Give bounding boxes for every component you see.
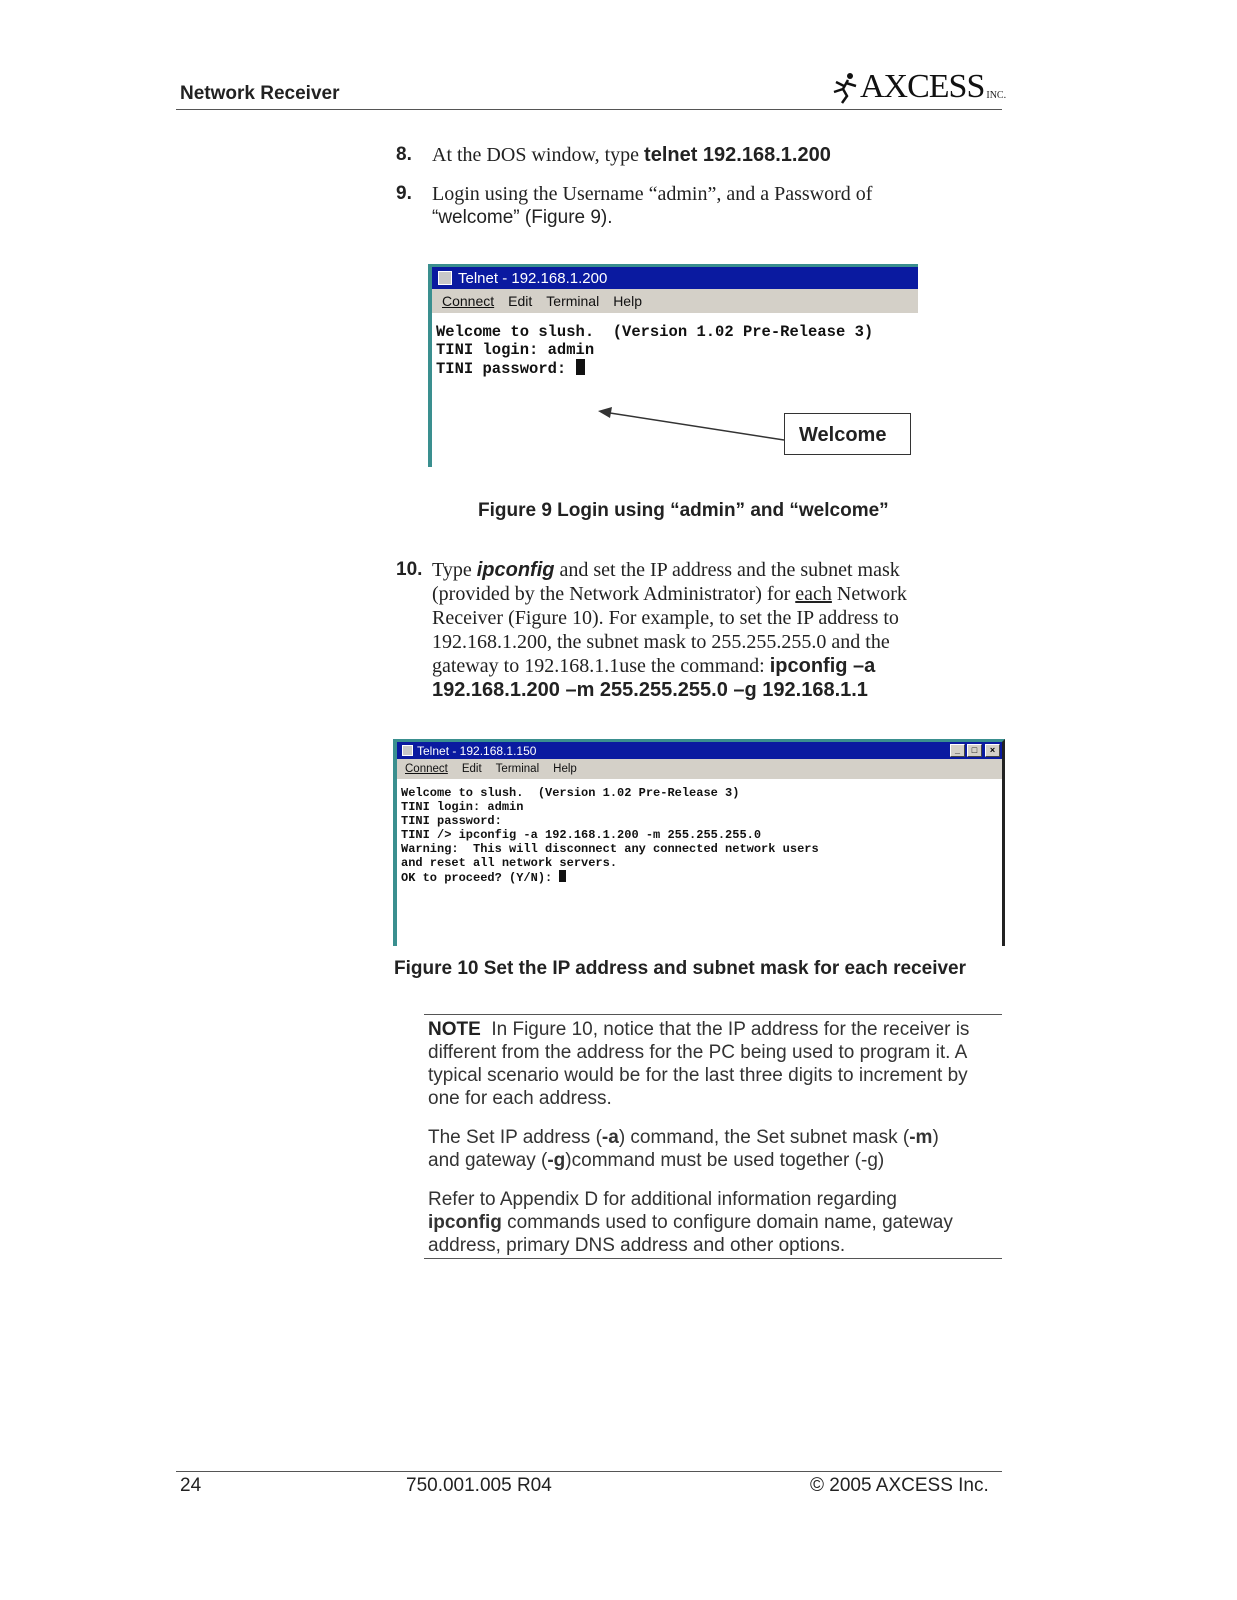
- step-9: [396, 182, 1006, 230]
- text-cursor: [559, 870, 566, 882]
- terminal-line: and reset all network servers.: [401, 856, 618, 870]
- note-paragraph-1: [428, 1018, 1000, 1110]
- note-paragraph-2: [428, 1126, 1000, 1172]
- step-8: [396, 143, 1006, 167]
- telnet-app-icon: [402, 745, 413, 756]
- logo-wordmark: AXCESS: [860, 68, 985, 105]
- window-title: Telnet - 192.168.1.150: [417, 743, 537, 758]
- note-flag: -g: [547, 1150, 566, 1171]
- page-number: 24: [180, 1475, 202, 1496]
- window-menubar: [397, 759, 1002, 779]
- telnet-app-icon: [438, 271, 452, 285]
- figure-10-caption: Figure 10 Set the IP address and subnet mask for each receiver: [394, 958, 966, 979]
- note-label: NOTE: [428, 1019, 481, 1040]
- terminal-line: OK to proceed? (Y/N):: [401, 871, 560, 885]
- step-number: 10.: [396, 559, 423, 580]
- step-command-line: 192.168.1.200 –m 255.255.255.0 –g 192.168.1.1: [432, 679, 868, 701]
- note-text: )command must be used together (-g): [565, 1150, 885, 1171]
- note-command: ipconfig: [428, 1212, 502, 1233]
- menu-connect[interactable]: Connect: [442, 293, 495, 309]
- terminal-line: Welcome to slush. (Version 1.02 Pre-Release 3): [401, 786, 740, 800]
- step-emphasis: each: [795, 583, 832, 605]
- terminal-line: TINI /> ipconfig -a 192.168.1.200 -m 255.255.255.0: [401, 828, 762, 842]
- step-command: telnet 192.168.1.200: [644, 144, 831, 166]
- callout-arrow: [590, 400, 790, 445]
- menu-terminal[interactable]: Terminal: [546, 293, 600, 309]
- window-titlebar: [432, 267, 918, 289]
- note-text: Refer to Appendix D for additional information regarding: [428, 1189, 897, 1210]
- window-menubar: [432, 289, 918, 313]
- menu-connect[interactable]: Connect: [405, 763, 448, 775]
- step-command: ipconfig: [476, 559, 555, 581]
- runner-logo-icon: [830, 72, 860, 104]
- menu-edit[interactable]: Edit: [508, 293, 533, 309]
- step-number: 9.: [396, 183, 412, 204]
- footer-rule: [176, 1471, 1002, 1472]
- step-text: At the DOS window, type: [432, 144, 645, 166]
- text-cursor: [576, 359, 585, 375]
- note-flag: -m: [909, 1127, 933, 1148]
- note-flag: -a: [601, 1127, 619, 1148]
- close-icon[interactable]: ×: [985, 744, 1000, 757]
- menu-edit[interactable]: Edit: [461, 763, 482, 775]
- terminal-output: [432, 313, 918, 378]
- note-text: ) command, the Set subnet mask (: [618, 1127, 910, 1148]
- step-text: and set the IP address and the subnet mask: [554, 559, 900, 581]
- minimize-icon[interactable]: _: [950, 744, 965, 757]
- note-paragraph-3: [428, 1188, 1000, 1257]
- step-text: Type: [432, 559, 477, 581]
- step-number: 8.: [396, 144, 412, 165]
- terminal-line: Welcome to slush. (Version 1.02 Pre-Release 3): [436, 323, 874, 341]
- step-text-line: 192.168.1.200, the subnet mask to 255.255.255.0 and the: [432, 631, 890, 653]
- document-number: 750.001.005 R04: [406, 1475, 552, 1496]
- axcess-logo: [830, 70, 1006, 104]
- terminal-line: TINI login: admin: [401, 800, 524, 814]
- terminal-line: TINI password:: [401, 814, 502, 828]
- running-header-title: Network Receiver: [180, 83, 340, 104]
- logo-inc: INC.: [986, 90, 1007, 101]
- step-text: (provided by the Network Administrator) for: [432, 583, 796, 605]
- note-text: and gateway (: [428, 1150, 548, 1171]
- note-text: commands used to configure domain name, gateway: [501, 1212, 953, 1233]
- note-text: address, primary DNS address and other options.: [428, 1235, 846, 1256]
- figure-9-caption: Figure 9 Login using “admin” and “welcome”: [478, 500, 889, 521]
- step-text: gateway to 192.168.1.1use the command:: [432, 655, 770, 677]
- menu-help[interactable]: Help: [613, 293, 642, 309]
- menu-terminal[interactable]: Terminal: [495, 763, 540, 775]
- step-text-line: Login using the Username “admin”, and a Password of: [432, 183, 873, 205]
- terminal-line: Warning: This will disconnect any connected network users: [401, 842, 819, 856]
- window-title: Telnet - 192.168.1.200: [458, 269, 608, 287]
- terminal-output: [397, 779, 1002, 885]
- telnet-window-figure-10: [393, 739, 1005, 946]
- callout-box: Welcome: [784, 413, 911, 455]
- window-titlebar: [397, 742, 1002, 759]
- step-text-line: Receiver (Figure 10). For example, to set the IP address to: [432, 607, 899, 629]
- step-command: ipconfig –a: [769, 655, 876, 677]
- terminal-line: TINI password:: [436, 360, 576, 378]
- menu-help[interactable]: Help: [553, 763, 577, 775]
- step-text: Network: [831, 583, 907, 605]
- header-rule: [176, 109, 1002, 110]
- note-bottom-rule: [424, 1258, 1002, 1259]
- note-text: In Figure 10, notice that the IP address for the receiver is different from the address for the PC being used to program it. A typical scenario would be for the last three digits to increment by one for each address.: [428, 1019, 970, 1109]
- step-10: [396, 558, 1006, 702]
- copyright: © 2005 AXCESS Inc.: [810, 1475, 989, 1496]
- maximize-icon[interactable]: □: [967, 744, 982, 757]
- terminal-line: TINI login: admin: [436, 341, 595, 359]
- note-text: The Set IP address (: [428, 1127, 602, 1148]
- note-text: ): [932, 1127, 939, 1148]
- note-top-rule: [424, 1014, 1002, 1015]
- step-text-line: “welcome” (Figure 9).: [432, 207, 613, 228]
